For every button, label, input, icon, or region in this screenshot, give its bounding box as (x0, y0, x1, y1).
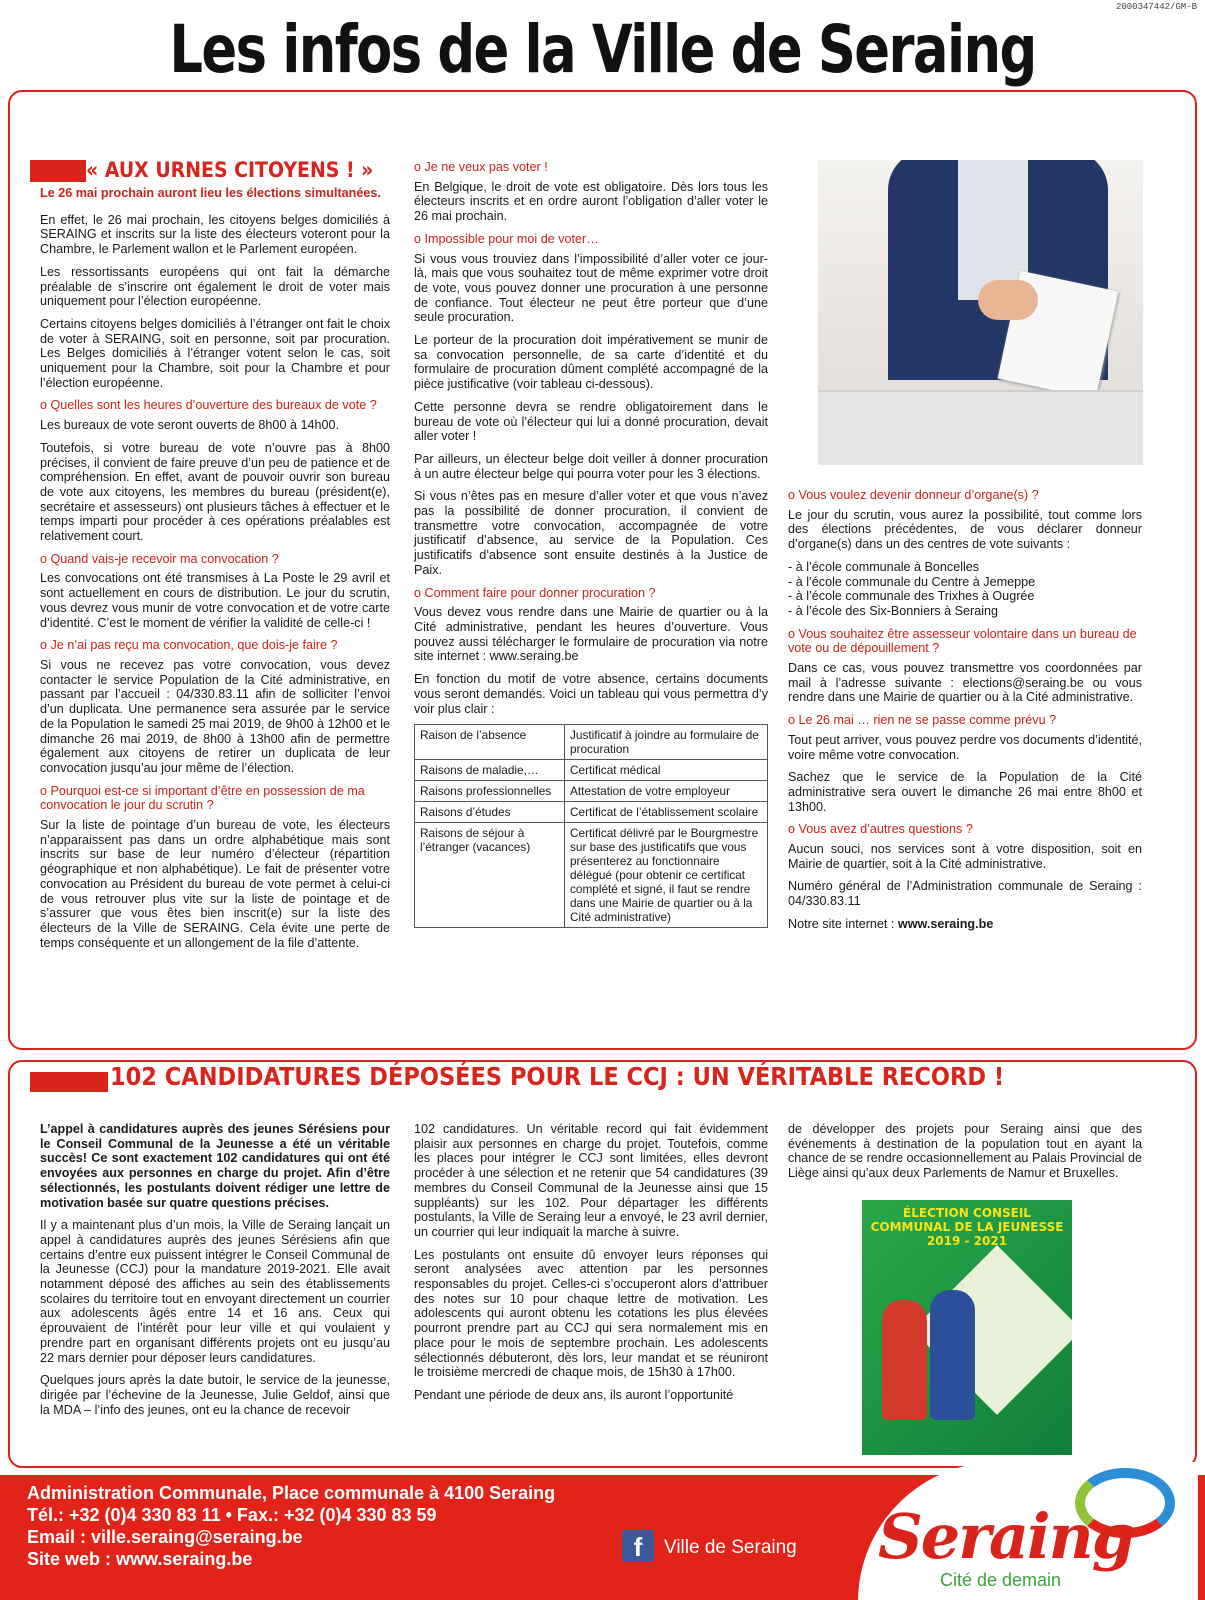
seraing-logo: Seraing (878, 1500, 1134, 1573)
paragraph: Le porteur de la procuration doit impérativement se munir de sa convocation personnelle, de sa carte d’identité et du formulaire de procuration dûment complété accompagné de la pièce justificative (voir tableau ci-dessous). (414, 333, 768, 392)
table-cell: Raisons d’études (415, 802, 565, 823)
question-heading: o Vous voulez devenir donneur d’organe(s) ? (788, 488, 1039, 502)
paragraph: Si vous n’êtes pas en mesure d’aller voter et que vous n’avez pas la possibilité de donner procuration, il convient de transmettre votre convocation, accompagnée de votre justificatif d’absence, au service de la Population. Ces justificatifs d’absence sont ensuite destinés à la Justice de Paix. (414, 489, 768, 577)
paragraph: En fonction du motif de votre absence, certains documents vous seront demandés. Voici un tableau qui vous permettra d’y voir plus clair : (414, 672, 768, 716)
footer-phone: Tél.: +32 (0)4 330 83 11 • Fax.: +32 (0)4 330 83 59 (27, 1505, 437, 1525)
paragraph: En effet, le 26 mai prochain, les citoyens belges domiciliés à SERAING et inscrits sur la liste des électeurs voteront pour la Chambre, le Parlement wallon et le Parlement européen. (40, 212, 390, 257)
paragraph: Il y a maintenant plus d’un mois, la Ville de Seraing lançait un appel à candidatures auprès des jeunes Sérésiens afin que certains d’entre eux puissent intégrer le Conseil Communal de la Jeunesse (CCJ) pour la mandature 2019-2021. Elle avait notamment déposé des affiches au sein des établissements scolaires du territoire tout en envoyant directement un courrier aux adolescents âgés entre 14 et 16 ans. Ceux qui éprouvaient de l’intérêt pour leur ville et qui voulaient y prendre part en organisant différents projets ont eu jusqu’au 22 mars dernier pour déposer leurs candidatures. (40, 1218, 390, 1365)
paragraph: En Belgique, le droit de vote est obligatoire. Dès lors tous les électeurs inscrits et en ordre auront l’obligation d’aller voter le 26 mai prochain. (414, 179, 768, 224)
footer-address: Administration Communale, Place communale à 4100 Seraing (27, 1483, 556, 1503)
article1-lead: Le 26 mai prochain auront lieu les élections simultanées. (40, 186, 381, 200)
article1-title: « AUX URNES CITOYENS ! » (86, 158, 374, 182)
question-heading: o Comment faire pour donner procuration ? (414, 585, 656, 600)
reference-code: 2000347442/GM-B (1115, 2, 1197, 12)
paragraph: Quelques jours après la date butoir, le service de la jeunesse, dirigée par l’échevine de la Jeunesse, Julie Geldof, ainsi que la MDA – l’info des jeunes, ont eu la chance de recevoir (40, 1373, 390, 1417)
seraing-logo-tagline: Cité de demain (940, 1570, 1062, 1590)
article2-lead: L’appel à candidatures auprès des jeunes Sérésiens pour le Conseil Communal de la Jeunesse a été un véritable succès! Ce sont exactement 102 candidatures qui ont été envoyées aux personnes en charge du projet. Afin d’être sélectionnés, les postulants doivent rédiger une lettre de motivation basée sur quatre questions précises. (40, 1122, 390, 1210)
table-cell: Certificat de l’établissement scolaire (565, 802, 768, 823)
paragraph: Sachez que le service de la Population de la Cité administrative sera ouvert le dimanche 26 mai entre 8h00 et 13h00. (788, 770, 1142, 814)
title-bar-accent (30, 160, 86, 182)
paragraph: Tout peut arriver, vous pouvez perdre vos documents d’identité, voire même votre convocation. (788, 732, 1142, 762)
article1-column-2 (414, 158, 768, 928)
paragraph: Numéro général de l’Administration communale de Seraing : 04/330.83.11 (788, 879, 1142, 909)
paragraph: Si vous vous trouviez dans l’impossibilité d’aller voter ce jour-là, mais que vous souhaitez tout de même exprimer votre droit de vote, vous pouvez donner une procuration à une personne de confiance. Tout électeur ne peut être porteur que d’une seule procuration. (414, 251, 768, 325)
question-heading: o Quand vais-je recevoir ma convocation ? (40, 551, 279, 566)
table-cell: Raison de l’absence (415, 725, 565, 760)
question-heading: o Vous souhaitez être assesseur volontaire dans un bureau de vote ou de dépouillement ? (788, 626, 1137, 656)
table-row (415, 725, 768, 760)
paragraph: Le jour du scrutin, vous aurez la possibilité, tout comme lors des élections précédentes, de vous déclarer donneur d’organe(s) dans un des centres de vote suivants : (788, 507, 1142, 552)
table-row (415, 781, 768, 802)
question-heading: o Pourquoi est-ce si important d’être en possession de ma convocation le jour du scrutin ? (40, 783, 365, 813)
article2-title: 102 CANDIDATURES DÉPOSÉES POUR LE CCJ : UN VÉRITABLE RECORD ! (110, 1062, 1005, 1091)
article1-column-3 (788, 486, 1142, 940)
paragraph: Les convocations ont été transmises à La Poste le 29 avril et sont actuellement en cours de distribution. Le jour du scrutin, vous devrez vous munir de votre convocation et de votre carte d’identité. C’est le moment de vérifier la validité de celle-ci ! (40, 571, 390, 630)
list-item: - à l’école communale du Centre à Jemeppe (788, 574, 1036, 589)
table-cell: Raisons professionnelles (415, 781, 565, 802)
paragraph: Par ailleurs, un électeur belge doit veiller à donner procuration à un autre électeur belge qui pourra voter pour les 3 élections. (414, 451, 768, 481)
website-link[interactable]: www.seraing.be (897, 916, 994, 931)
voting-centres-list (788, 560, 1142, 619)
paragraph: Toutefois, si votre bureau de vote n’ouvre pas à 8h00 précises, il convient de faire preuve d’un peu de patience et de compréhension. En effet, avant de pouvoir ouvrir son bureau de vote aux citoyens, les membres du bureau (président(e), secrétaire et assesseurs) ont plusieurs tâches à effectuer et le temps imparti pour procéder à ces opérations préalables est relativement court. (40, 440, 390, 544)
footer-email[interactable]: Email : ville.seraing@seraing.be (27, 1527, 303, 1547)
question-heading: o Je ne veux pas voter ! (414, 160, 548, 174)
article2-column-3 (788, 1122, 1142, 1189)
paragraph: 102 candidatures. Un véritable record qui fait évidemment plaisir aux personnes en charge du projet. Toutefois, comme les places pour intégrer le CCJ sont limitées, elles devront procéder à une sélection et ne retenir que 54 candidatures (39 membres du Conseil Communal de la Jeunesse ainsi que 15 suppléants) sur les 102. Pour départager les différents postulants, la Ville de Seraing leur a envoyé, le 23 avril dernier, un courrier qui leur indiquait la marche à suivre. (414, 1122, 768, 1239)
list-item: - à l’école des Six-Bonniers à Seraing (788, 603, 999, 618)
website-line: Notre site internet : www.seraing.be (788, 916, 994, 931)
table-row (415, 760, 768, 781)
question-heading: o Vous avez d’autres questions ? (788, 822, 973, 837)
paragraph: Aucun souci, nos services sont à votre disposition, soit en Mairie de quartier, soit à la Cité administrative. (788, 842, 1142, 871)
article2-column-2 (414, 1122, 768, 1411)
table-row (415, 802, 768, 823)
article2-column-1 (40, 1122, 390, 1425)
table-row (415, 823, 768, 928)
article1-column-1 (40, 186, 390, 958)
paragraph: Dans ce cas, vous pouvez transmettre vos coordonnées par mail à l’adresse suivante : elections@seraing.be ou vous rendre dans une Mairie de quartier ou à la Cité administrative. (788, 661, 1142, 705)
paragraph: Vous devez vous rendre dans une Mairie de quartier ou à la Cité administrative, pendant les heures d’ouverture. Vous pouvez aussi télécharger le formulaire de procuration via notre site internet : www.seraing.be (414, 605, 768, 664)
list-item: - à l’école communale des Trixhes à Ougrée (788, 589, 1035, 604)
question-heading: o Je n’ai pas reçu ma convocation, que dois-je faire ? (40, 638, 338, 653)
footer-website[interactable]: Site web : www.seraing.be (27, 1549, 253, 1569)
paragraph: Si vous ne recevez pas votre convocation, vous devez contacter le service Population de la Cité administrative, en passant par l’accueil : 04/330.83.11 afin de solliciter l’envoi d’un duplicata. Une permanence sera assurée par le service de la Population le samedi 25 mai 2019, de 9h00 à 12h00 et le dimanche 26 mai 2019, de 8h00 à 13h00 afin de permettre également aux citoyens de retirer un duplicata de leur convocation jusqu’au jour même de l’élection. (40, 657, 390, 775)
table-cell: Raisons de séjour à l’étranger (vacances) (415, 823, 565, 928)
paragraph: Certains citoyens belges domiciliés à l’étranger ont fait le choix de voter à SERAING, soit en personne, soit par procuration. Les Belges domiciliés à l’étranger votent selon le cas, soit uniquement pour la Chambre, soit pour la Chambre et pour l’élection européenne. (40, 316, 390, 390)
list-item: - à l’école communale à Boncelles (788, 559, 980, 574)
page-masthead: Les infos de la Ville de Seraing (169, 11, 1036, 88)
paragraph: Les postulants ont ensuite dû envoyer leurs réponses qui seront analysées avec attention par les personnes responsables du projet. Celles-ci s’occuperont alors d’attribuer des notes sur 10 pour chaque lettre de motivation. Les adolescents qui auront obtenu les cotations les plus élevées pourront prendre part au CCJ qui sera normalement mis en place pour le mois de septembre prochain. Les adolescents sélectionnés débuteront, dès lors, leur mandat et se réuniront le troisième mercredi de chaque mois, de 15h30 à 17h00. (414, 1247, 768, 1380)
facebook-icon[interactable]: f (622, 1530, 654, 1562)
question-heading: o Le 26 mai … rien ne se passe comme prévu ? (788, 713, 1057, 728)
question-heading: o Quelles sont les heures d’ouverture des bureaux de vote ? (40, 398, 377, 413)
absence-table (414, 724, 768, 928)
ballot-box-photo (818, 160, 1143, 465)
table-cell: Certificat délivré par le Bourgmestre sur base des justificatifs que vous présenterez au fonctionnaire délégué (pour obtenir ce certificat complété et signé, il faut se rendre dans une Mairie de quartier ou à la Cité administrative) (565, 823, 768, 928)
paragraph: Pendant une période de deux ans, ils auront l’opportunité (414, 1387, 734, 1402)
facebook-page-label[interactable]: Ville de Seraing (664, 1537, 797, 1558)
paragraph: Les ressortissants européens qui ont fait la démarche préalable de s’inscrire ont également le droit de voter mais uniquement pour l’élection européenne. (40, 264, 390, 309)
table-cell: Attestation de votre employeur (565, 781, 768, 802)
question-heading: o Impossible pour moi de voter… (414, 231, 599, 246)
paragraph: Sur la liste de pointage d’un bureau de vote, les électeurs n’apparaissent pas dans un ordre alphabétique mais sont inscrits sur base de leur numéro d’électeur (répartition géographique et non alphabétique). Le fait de présenter votre convocation au Président du bureau de vote permet à celui-ci de vous retrouver plus vite sur la liste de pointage et de s’assurer que vous êtes bien inscrit(e) sur la liste des électeurs de la Ville de SERAING. Cela évite une perte de temps conséquente et un allongement de la file d’attente. (40, 818, 390, 950)
table-cell: Raisons de maladie,… (415, 760, 565, 781)
paragraph: Les bureaux de vote seront ouverts de 8h00 à 14h00. (40, 418, 339, 433)
title-bar-accent (30, 1072, 108, 1092)
paragraph: de développer des projets pour Seraing ainsi que des événements à destination de la population tout en ayant la chance de se rendre occasionnellement au Palais Provincial de Liège ainsi qu’aux deux Parlements de Namur et Bruxelles. (788, 1122, 1142, 1181)
table-cell: Certificat médical (565, 760, 768, 781)
paragraph: Cette personne devra se rendre obligatoirement dans le bureau de vote où l’électeur qui lui a donné procuration, devait aller voter ! (414, 399, 768, 444)
poster-title: ÉLECTION CONSEIL COMMUNAL DE LA JEUNESSE 2019 - 2021 (870, 1206, 1064, 1248)
table-cell: Justificatif à joindre au formulaire de procuration (565, 725, 768, 760)
ccj-election-poster (862, 1200, 1072, 1455)
